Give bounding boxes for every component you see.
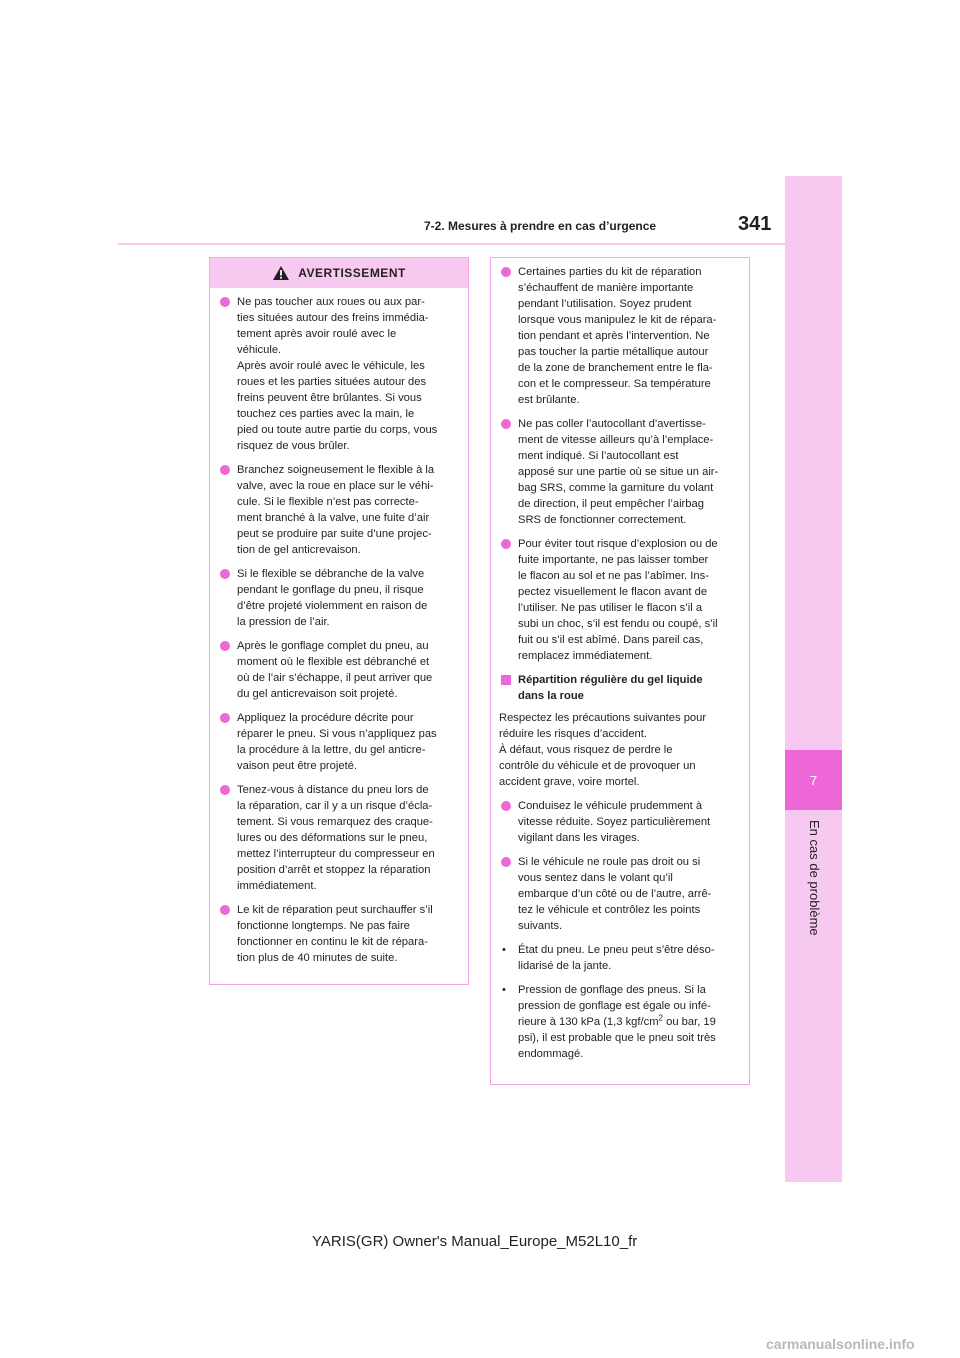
bullet-icon	[501, 539, 511, 549]
check-item-pressure: • Pression de gonflage des pneus. Si la pression de gonflage est égale ou infé- rieure à 130 kPa (1,3 kgf/$cm^2$ ou bar, 19 psi), il est probable que le pneu soit très endommagé.	[502, 984, 716, 1060]
bullet-icon	[220, 641, 230, 651]
bullet-icon	[220, 713, 230, 723]
bullet-icon	[220, 785, 230, 795]
chapter-label-container	[785, 820, 842, 980]
header-divider	[118, 243, 785, 245]
middle-dot-icon: •	[502, 944, 506, 956]
warning-continued-content	[491, 258, 749, 1078]
watermark: carmanualsonline.info	[766, 1336, 915, 1352]
warning-item: Ne pas coller l’autocollant d’avertisse- ment de vitesse ailleurs qu’à l’emplace- ment indiqué. Si l’autocollant est apposé sur une partie où se situe un air- bag SRS, comme la garniture du volant de direction, il peut empêcher l’airbag SRS de fonctionner correctement.	[499, 416, 741, 528]
warning-item: Certaines parties du kit de réparation s’échauffent de manière importante pendant l’utilisation. Soyez prudent lorsque vous manipulez le kit de répara- tion pendant et après l’intervention. Ne pas toucher la partie métallique autour de la zone de branchement entre le fla- con et le compresseur. Sa température est brûlante.	[499, 264, 741, 408]
subsection-heading: Répartition régulière du gel liquide dans la roue	[499, 672, 741, 704]
warning-item: Si le flexible se débranche de la valve pendant le gonflage du pneu, il risque d’être projeté violemment en raison de la pression de l’air.	[218, 566, 460, 630]
warning-item: Ne pas toucher aux roues ou aux par- ties situées autour des freins immédia- tement après avoir roulé avec le véhicule. Après avoir roulé avec le véhicule, les roues et les parties situées autour des freins peuvent être brûlantes. Si vous touchez ces parties avec la main, le pied ou toute autre partie du corps, vous risquez de vous brûler.	[218, 294, 460, 454]
bullet-icon	[220, 297, 230, 307]
warning-item: Tenez-vous à distance du pneu lors de la réparation, car il y a un risque d’écla- tement. Si vous remarquez des craque- lures ou des déformations sur le pneu, mettez l’interrupteur du compresseur en position d’arrêt et stoppez la réparation immédiatement.	[218, 782, 460, 894]
subsection-paragraph: Respectez les précautions suivantes pour réduire les risques d’accident. À défaut, vous risquez de perdre le contrôle du véhicule et de provoquer un accident grave, voire mortel.	[499, 712, 707, 788]
section-title: 7-2. Mesures à prendre en cas d’urgence	[424, 219, 657, 233]
warning-item: Si le véhicule ne roule pas droit ou si vous sentez dans le volant qu’il embarque d’un côté ou de l’autre, arrê- tez le véhicule et contrôlez les points suivants.	[499, 854, 741, 934]
chapter-number: 7	[785, 750, 842, 810]
warning-item: Le kit de réparation peut surchauffer s’il fonctionne longtemps. Ne pas faire fonctionner en continu le kit de répara- tion plus de 40 minutes de suite.	[218, 902, 460, 966]
bullet-icon	[220, 569, 230, 579]
bullet-icon	[501, 419, 511, 429]
warning-triangle-icon	[272, 265, 290, 281]
bullet-icon	[501, 267, 511, 277]
bullet-icon	[220, 905, 230, 915]
square-bullet-icon	[501, 675, 511, 685]
chapter-label: En cas de problème	[806, 820, 822, 936]
warning-item: Après le gonflage complet du pneu, au moment où le flexible est débranché et où de l’air s’échappe, il peut arriver que du gel anticrevaison soit projeté.	[218, 638, 460, 702]
warning-item: Pour éviter tout risque d’explosion ou de fuite importante, ne pas laisser tomber le flacon au sol et ne pas l’abîmer. Ins- pectez visuellement le flacon avant de l’utiliser. Ne pas utiliser le flacon s’il a subi un choc, s’il est fendu ou coupé, s’il fuit ou s’il est abîmé. Dans pareil cas, remplacez immédiatement.	[499, 536, 741, 664]
check-item: • État du pneu. Le pneu peut s’être déso- lidarisé de la jante.	[502, 944, 715, 972]
warning-title: AVERTISSEMENT	[298, 266, 406, 280]
footer-manual-id: YARIS(GR) Owner's Manual_Europe_M52L10_fr	[312, 1233, 638, 1250]
warning-header	[210, 258, 468, 288]
warning-item: Branchez soigneusement le flexible à la valve, avec la roue en place sur le véhi- cule. Si le flexible n’est pas correcte- ment branché à la valve, une fuite d’air peut se produire par suite d’une projec- tion de gel anticrevaison.	[218, 462, 460, 558]
page-number: 341	[738, 213, 772, 235]
bullet-icon	[220, 465, 230, 475]
warning-item: Conduisez le véhicule prudemment à vitesse réduite. Soyez particulièrement vigilant dans les virages.	[499, 798, 741, 846]
middle-dot-icon: •	[502, 984, 506, 996]
bullet-icon	[501, 801, 511, 811]
chapter-side-tab	[785, 176, 842, 1182]
warning-box-continued	[490, 257, 750, 1085]
warning-box	[209, 257, 469, 985]
bullet-icon	[501, 857, 511, 867]
warning-item: Appliquez la procédure décrite pour réparer le pneu. Si vous n’appliquez pas la procédure à la lettre, du gel anticre- vaison peut être projeté.	[218, 710, 460, 774]
warning-content	[210, 288, 468, 982]
